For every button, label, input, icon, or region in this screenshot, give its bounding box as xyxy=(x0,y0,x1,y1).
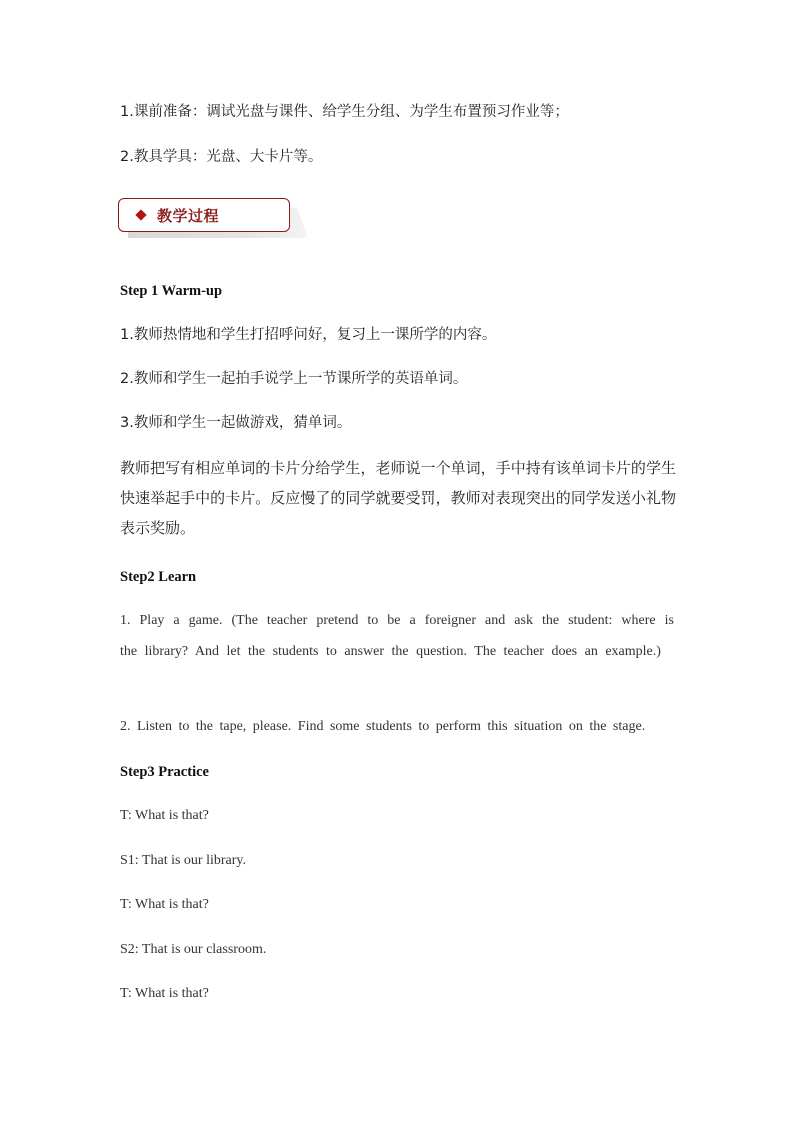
step2-item-1: 1. Play a game. (The teacher pretend to be a foreigner and ask the student: where is the library? And let the students to answer the question. The teacher does an example.) xyxy=(120,613,674,659)
dialogue-line: T: What is that? xyxy=(120,808,209,823)
section-badge-box xyxy=(118,198,290,232)
dialogue-line: T: What is that? xyxy=(120,897,209,912)
step1-item-1: 1.教师热情地和学生打招呼问好，复习上一课所学的内容。 xyxy=(120,327,497,343)
step3-heading: Step3 Practice xyxy=(120,764,209,780)
step1-item-2: 2.教师和学生一起拍手说学上一节课所学的英语单词。 xyxy=(120,371,468,387)
dialogue-line: S2: That is our classroom. xyxy=(120,942,267,957)
section-badge xyxy=(118,198,308,240)
step1-item-3: 3.教师和学生一起做游戏，猜单词。 xyxy=(120,415,352,431)
dialogue-line: S1: That is our library. xyxy=(120,853,246,868)
step2-heading: Step2 Learn xyxy=(120,569,197,585)
diamond-icon xyxy=(135,209,146,220)
section-title: 教学过程 xyxy=(157,206,220,225)
step1-paragraph: 教师把写有相应单词的卡片分给学生，老师说一个单词，手中持有该单词卡片的学生快速举起手中的卡片。反应慢了的同学就要受罚，教师对表现突出的同学发送小礼物表示奖励。 xyxy=(120,459,676,537)
prep-line-1: 1.课前准备：调试光盘与课件、给学生分组、为学生布置预习作业等； xyxy=(120,104,569,120)
prep-line-2: 2.教具学具：光盘、大卡片等。 xyxy=(120,149,323,165)
step1-heading: Step 1 Warm-up xyxy=(120,283,223,299)
dialogue-line: T: What is that? xyxy=(120,986,209,1001)
step2-item-2: 2. Listen to the tape, please. Find some students to perform this situation on the stage. xyxy=(120,719,646,734)
